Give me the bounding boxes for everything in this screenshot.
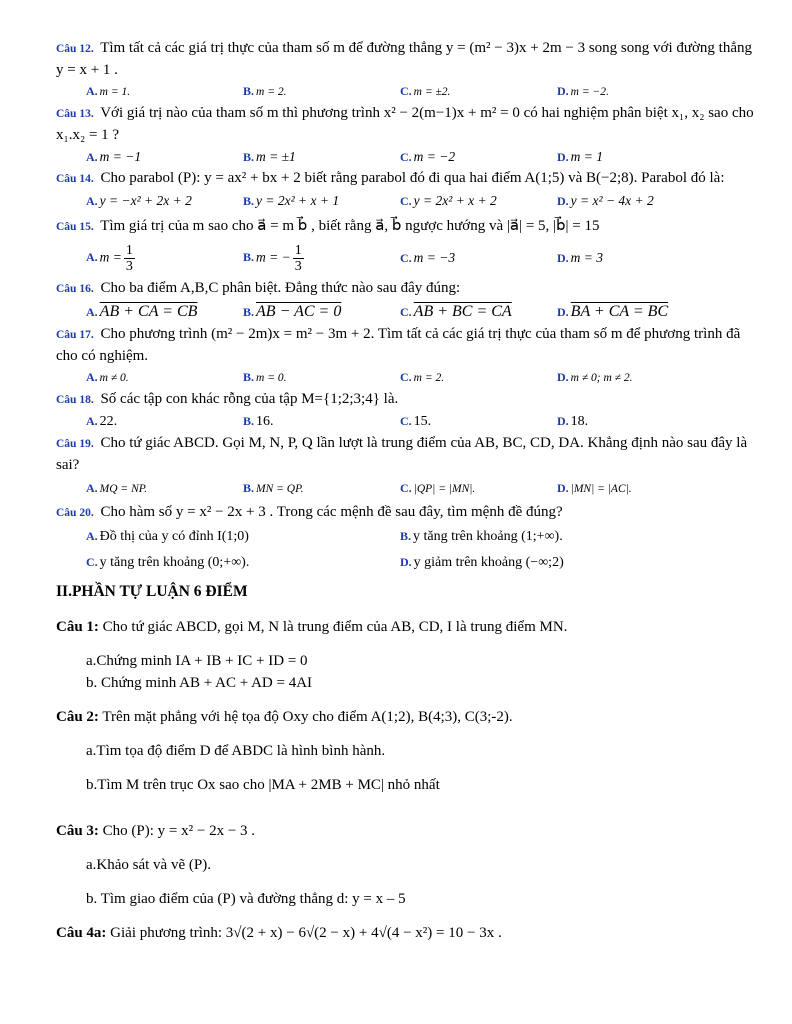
option-c[interactable]: C. 15. — [400, 414, 432, 429]
option-c[interactable]: C. m = 2. — [400, 370, 445, 384]
options-row — [56, 476, 756, 502]
options-row — [56, 411, 756, 433]
question-13 — [56, 103, 756, 146]
sub-question-b: b.Tìm M trên trục Ox sao cho |MA + 2MB + MC| nhỏ nhất — [86, 777, 440, 793]
sub-question-a: a.Khảo sát và vẽ (P). — [86, 857, 211, 873]
option-d[interactable]: D. BA + CA = BC — [557, 303, 669, 320]
option-b[interactable]: B. m = 2. — [243, 84, 287, 98]
option-a[interactable]: A. m = 1. — [86, 84, 131, 98]
question-19 — [56, 433, 756, 476]
question-text: Giải phương trình: 3√(2 + x) − 6√(2 − x) + 4√(4 − x²) = 10 − 3x . — [110, 925, 502, 941]
option-b[interactable]: B. m = − $\frac{1}{3}$ — [243, 242, 302, 274]
fraction: $\frac{1}{3}$ — [294, 242, 302, 274]
option-d[interactable]: D. m = 3 — [557, 249, 604, 265]
option-b[interactable]: B. AB − AC = 0 — [243, 303, 342, 320]
option-b[interactable]: B. m = ±1 — [243, 148, 296, 164]
question-label: Câu 2: — [56, 709, 99, 725]
options-row — [56, 238, 756, 278]
question-text: Cho phương trình (m² − 2m)x = m² − 3m + 2. Tìm tất cả các giá trị thực của tham số m để phương trình đã cho có nghiệm. — [56, 326, 741, 364]
question-text: Tìm tất cả các giá trị thực của tham số m để đường thẳng y = (m² − 3)x + 2m − 3 song song với đường thẳng y = x + 1 . — [56, 40, 753, 78]
options-row — [56, 524, 756, 550]
option-c[interactable]: C. m = −3 — [400, 249, 456, 265]
options-row — [56, 81, 756, 103]
question-label: Câu 4a: — [56, 925, 107, 941]
essay-question-4a — [56, 922, 756, 944]
question-number: Câu 16. — [56, 283, 94, 295]
question-label: Câu 3: — [56, 823, 99, 839]
option-d[interactable]: D. y = x² − 4x + 2 — [557, 192, 654, 208]
question-text: Tìm giá trị của m sao cho a⃗ = m b⃗ , biết rằng a⃗, b⃗ ngược hướng và |a⃗| = 5, |b⃗| = 15 — [100, 218, 600, 234]
option-d[interactable]: D. m = −2. — [557, 84, 609, 98]
question-text: Cho tứ giác ABCD, gọi M, N là trung điểm của AB, CD, I là trung điểm MN. — [102, 619, 568, 635]
option-c[interactable]: C. y = 2x² + x + 2 — [400, 192, 497, 208]
question-number: Câu 13. — [56, 108, 94, 120]
option-a[interactable]: A. MQ = NP. — [86, 481, 148, 495]
question-17 — [56, 324, 756, 367]
option-a[interactable]: A. m ≠ 0. — [86, 370, 129, 384]
option-d[interactable]: D. m ≠ 0; m ≠ 2. — [557, 370, 633, 384]
option-c[interactable]: C. |QP| = |MN|. — [400, 481, 476, 495]
sub-question-a: a.Chứng minh IA + IB + IC + ID = 0 — [86, 653, 308, 669]
question-16 — [56, 278, 756, 300]
question-18 — [56, 389, 756, 411]
question-text: Cho hàm số y = x² − 2x + 3 . Trong các mệnh đề sau đây, tìm mệnh đề đúng? — [100, 504, 563, 520]
question-text: Cho (P): y = x² − 2x − 3 . — [102, 823, 256, 839]
question-number: Câu 14. — [56, 173, 94, 185]
question-text: Cho ba điểm A,B,C phân biệt. Đẳng thức nào sau đây đúng: — [100, 280, 461, 296]
option-a[interactable]: A. y = −x² + 2x + 2 — [86, 192, 192, 208]
option-a[interactable]: A. 22. — [86, 414, 118, 429]
option-c[interactable]: C. m = −2 — [400, 148, 456, 164]
option-c[interactable]: C. y tăng trên khoảng (0;+∞). — [86, 555, 250, 570]
question-text: Trên mặt phẳng với hệ tọa độ Oxy cho điểm A(1;2), B(4;3), C(3;-2). — [102, 709, 513, 725]
option-b[interactable]: B. MN = QP. — [243, 481, 304, 495]
question-text: Số các tập con khác rỗng của tập M={1;2;3;4} là. — [100, 391, 399, 407]
essay-question-3 — [56, 820, 756, 842]
option-d[interactable]: D. y giảm trên khoảng (−∞;2) — [400, 555, 564, 570]
question-number: Câu 20. — [56, 507, 94, 519]
option-d[interactable]: D. m = 1 — [557, 148, 604, 164]
question-number: Câu 18. — [56, 394, 94, 406]
question-number: Câu 15. — [56, 221, 94, 233]
option-b[interactable]: B. y tăng trên khoảng (1;+∞). — [400, 529, 563, 544]
option-a[interactable]: A. AB + CA = CB — [86, 303, 198, 320]
question-number: Câu 12. — [56, 43, 94, 55]
question-12 — [56, 38, 756, 81]
option-c[interactable]: C. AB + BC = CA — [400, 303, 512, 320]
question-text: Cho parabol (P): y = ax² + bx + 2 biết rằng parabol đó đi qua hai điểm A(1;5) và B(−2;8). Parabol đó là: — [100, 170, 725, 186]
sub-question-b: b. Tìm giao điểm của (P) và đường thẳng d: y = x – 5 — [86, 891, 406, 907]
essay-question-2 — [56, 706, 756, 728]
option-d[interactable]: D. 18. — [557, 414, 589, 429]
option-a[interactable]: A. m = $\frac{1}{3}$ — [86, 242, 133, 274]
exam-page — [56, 38, 756, 944]
essay-question-1 — [56, 616, 756, 638]
option-b[interactable]: B. y = 2x² + x + 1 — [243, 192, 340, 208]
option-b[interactable]: B. m = 0. — [243, 370, 287, 384]
question-14 — [56, 168, 756, 190]
question-text: Với giá trị nào của tham số m thì phương trình x² − 2(m−1)x + m² = 0 có hai nghiệm phân biệt x₁, x₂ sao cho x₁.x₂ = 1 ? — [56, 105, 754, 143]
fraction: $\frac{1}{3}$ — [125, 242, 133, 274]
question-text: Cho tứ giác ABCD. Gọi M, N, P, Q lần lượt là trung điểm của AB, BC, CD, DA. Khẳng định nào sau đây là sai? — [56, 435, 748, 473]
option-a[interactable]: A. Đồ thị của y có đỉnh I(1;0) — [86, 529, 249, 544]
options-row — [56, 550, 756, 576]
options-row — [56, 367, 756, 389]
option-c[interactable]: C. m = ±2. — [400, 84, 451, 98]
question-number: Câu 17. — [56, 329, 94, 341]
sub-question-b: b. Chứng minh AB + AC + AD = 4AI — [86, 675, 313, 691]
option-b[interactable]: B. 16. — [243, 414, 274, 429]
question-20 — [56, 502, 756, 524]
section-heading: II.PHẦN TỰ LUẬN 6 ĐIỂM — [56, 583, 248, 600]
options-row — [56, 190, 756, 212]
sub-question-a: a.Tìm tọa độ điểm D để ABDC là hình bình hành. — [86, 743, 386, 759]
question-number: Câu 19. — [56, 438, 94, 450]
options-row — [56, 146, 756, 168]
options-row — [56, 300, 756, 324]
option-d[interactable]: D. |MN| = |AC|. — [557, 481, 632, 495]
option-a[interactable]: A. m = −1 — [86, 148, 142, 164]
question-label: Câu 1: — [56, 619, 99, 635]
question-15 — [56, 216, 756, 238]
